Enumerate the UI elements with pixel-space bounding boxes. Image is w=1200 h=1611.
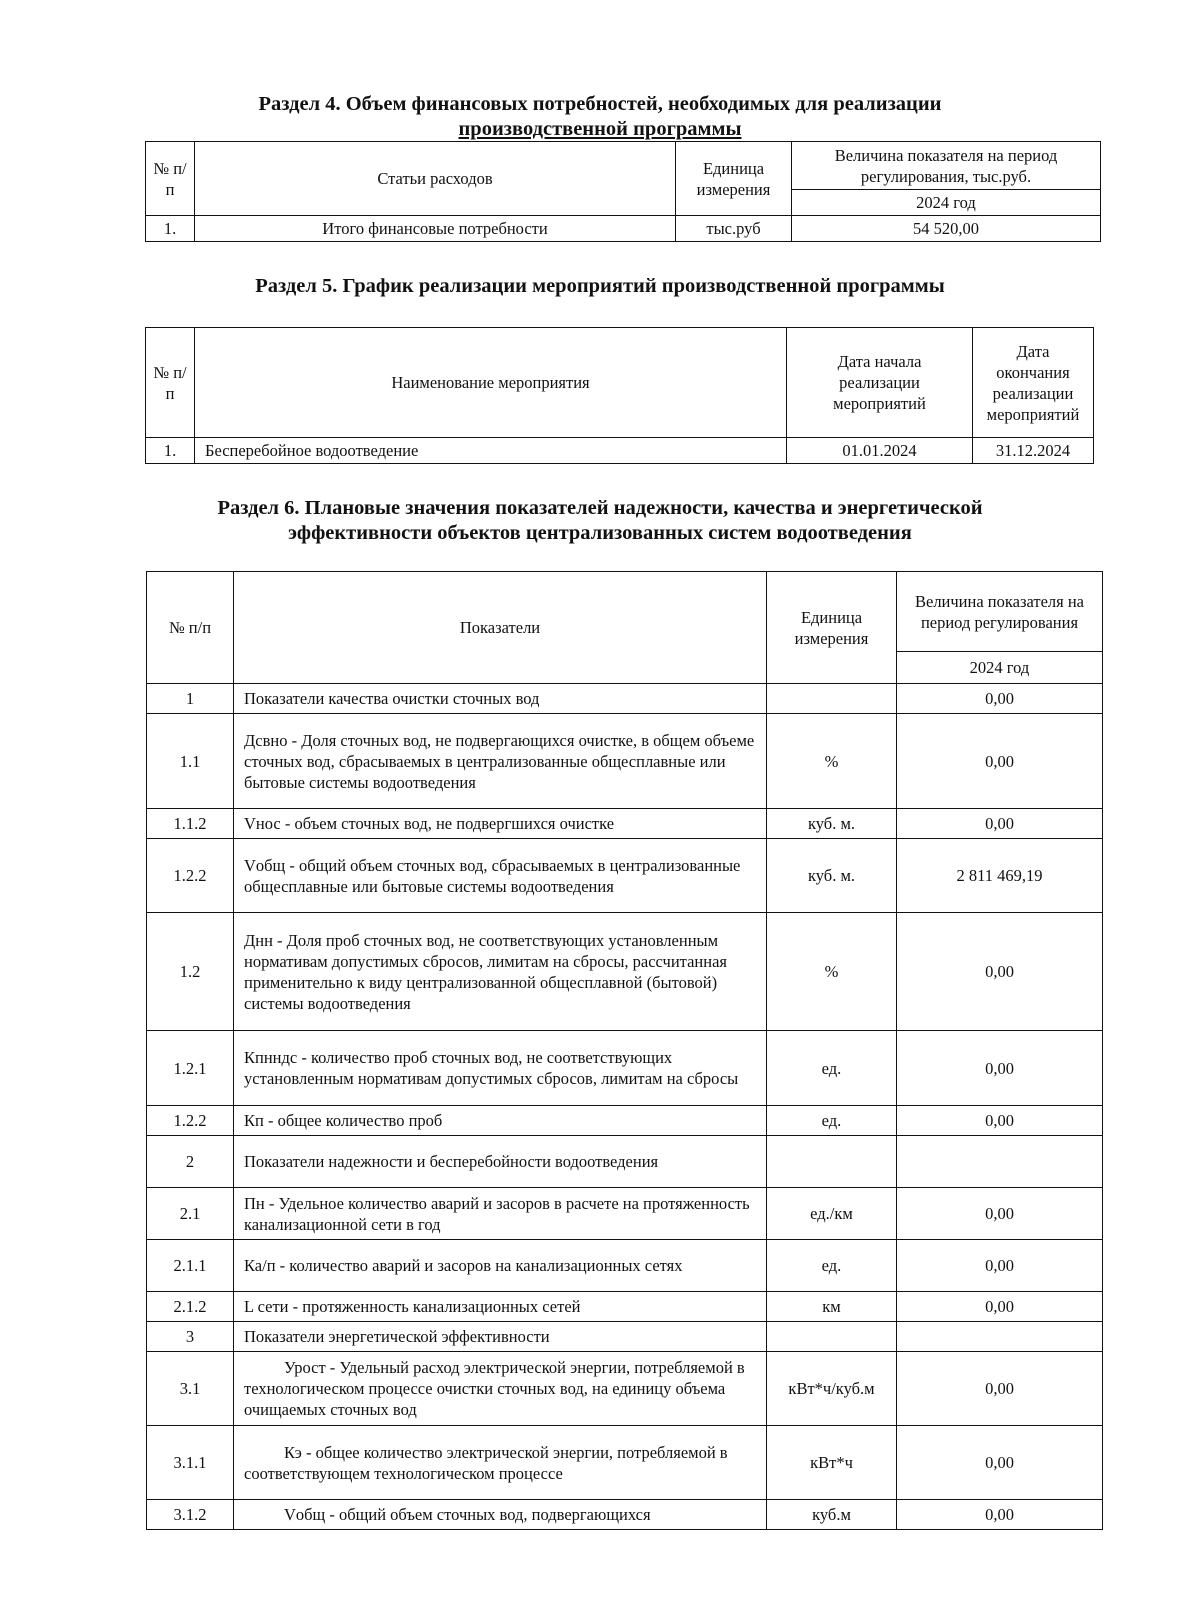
s6-row-name: Днн - Доля проб сточных вод, не соответствующих установленным нормативам допустимых сбросов, лимитам на сбросы, рассчитанная применительно к виду централизованной общесплавной (бытовой) системы водоотведения <box>234 913 767 1031</box>
s6-row-name: Пн - Удельное количество аварий и засоров в расчете на протяженность канализационной сети в год <box>234 1188 767 1240</box>
s6-row-unit: куб.м <box>767 1500 897 1530</box>
s5-row-name: Бесперебойное водоотведение <box>195 438 787 464</box>
s4-header-num: № п/п <box>146 142 195 216</box>
s6-row-value <box>897 1322 1103 1352</box>
s6-row-value: 0,00 <box>897 1292 1103 1322</box>
s6-row-num: 3 <box>147 1322 234 1352</box>
s6-row-value: 0,00 <box>897 913 1103 1031</box>
table-row <box>146 216 1101 242</box>
table-row <box>147 684 1103 714</box>
section6-title <box>100 496 1100 546</box>
s6-row-value: 0,00 <box>897 1426 1103 1500</box>
s6-row-name: Показатели надежности и бесперебойности водоотведения <box>234 1136 767 1188</box>
table-row <box>147 1292 1103 1322</box>
s4-header-unit: Единица измерения <box>676 142 792 216</box>
s6-row-num: 1.1.2 <box>147 809 234 839</box>
s6-header-num: № п/п <box>147 572 234 684</box>
s4-row-num: 1. <box>146 216 195 242</box>
s6-row-value: 0,00 <box>897 1031 1103 1106</box>
s6-row-num: 1.2.1 <box>147 1031 234 1106</box>
s6-row-value: 0,00 <box>897 714 1103 809</box>
s6-row-num: 1.2.2 <box>147 839 234 913</box>
s6-row-unit: ед./км <box>767 1188 897 1240</box>
s6-row-value: 0,00 <box>897 684 1103 714</box>
s5-header-num: № п/п <box>146 328 195 438</box>
s6-row-num: 2.1.2 <box>147 1292 234 1322</box>
s6-header-name: Показатели <box>234 572 767 684</box>
s6-row-unit: кВт*ч/куб.м <box>767 1352 897 1426</box>
table-row <box>147 714 1103 809</box>
s6-row-value <box>897 1136 1103 1188</box>
s6-row-name: Vобщ - общий объем сточных вод, сбрасываемых в централизованные общесплавные или бытовые системы водоотведения <box>234 839 767 913</box>
s6-row-num: 3.1.2 <box>147 1500 234 1530</box>
s6-row-num: 2 <box>147 1136 234 1188</box>
table-row <box>147 1188 1103 1240</box>
section4-title-line2: производственной программы <box>458 118 742 140</box>
s5-header-name: Наименование мероприятия <box>195 328 787 438</box>
s6-row-value: 0,00 <box>897 1188 1103 1240</box>
s4-header-item: Статьи расходов <box>195 142 676 216</box>
table-row <box>147 1106 1103 1136</box>
s6-row-num: 1.2 <box>147 913 234 1031</box>
section4-title-line1: Раздел 4. Объем финансовых потребностей, необходимых для реализации <box>258 93 942 115</box>
s4-row-value: 54 520,00 <box>792 216 1101 242</box>
s5-row-end: 31.12.2024 <box>973 438 1094 464</box>
table-row <box>147 1240 1103 1292</box>
s4-header-value: Величина показателя на период регулирования, тыс.руб. <box>792 142 1101 190</box>
s6-header-value: Величина показателя на период регулирования <box>897 572 1103 652</box>
s6-row-value: 0,00 <box>897 1240 1103 1292</box>
section4-table <box>145 141 1101 242</box>
section6-table <box>146 571 1103 1530</box>
s6-row-name: Кпнндс - количество проб сточных вод, не соответствующих установленным нормативам допустимых сбросов, лимитам на сбросы <box>234 1031 767 1106</box>
table-row <box>147 839 1103 913</box>
s6-row-name: L сети - протяженность канализационных сетей <box>234 1292 767 1322</box>
s6-row-num: 2.1 <box>147 1188 234 1240</box>
table-row <box>147 1031 1103 1106</box>
s6-row-unit <box>767 1136 897 1188</box>
table-row <box>147 913 1103 1031</box>
section5-title: Раздел 5. График реализации мероприятий производственной программы <box>255 275 945 297</box>
s6-row-unit: ед. <box>767 1031 897 1106</box>
s6-row-num: 2.1.1 <box>147 1240 234 1292</box>
s6-row-unit <box>767 1322 897 1352</box>
s6-row-value: 0,00 <box>897 1352 1103 1426</box>
section4-title <box>150 92 1050 142</box>
s6-row-num: 1.1 <box>147 714 234 809</box>
s6-row-unit: куб. м. <box>767 839 897 913</box>
table-row <box>147 1322 1103 1352</box>
s6-row-name: Показатели качества очистки сточных вод <box>234 684 767 714</box>
s6-row-value: 0,00 <box>897 809 1103 839</box>
s6-row-num: 1 <box>147 684 234 714</box>
table-row <box>147 1500 1103 1530</box>
table-row <box>147 1426 1103 1500</box>
s6-row-name: Кп - общее количество проб <box>234 1106 767 1136</box>
s6-row-unit: ед. <box>767 1240 897 1292</box>
s6-row-num: 1.2.2 <box>147 1106 234 1136</box>
s6-row-name: Урост - Удельный расход электрической энергии, потребляемой в технологическом процессе очистки сточных вод, на единицу объема очищаемых сточных вод <box>234 1352 767 1426</box>
s5-row-start: 01.01.2024 <box>787 438 973 464</box>
table-row <box>147 1352 1103 1426</box>
s6-row-unit: ед. <box>767 1106 897 1136</box>
s6-row-name: Показатели энергетической эффективности <box>234 1322 767 1352</box>
s6-row-name: Vнос - объем сточных вод, не подвергшихся очистке <box>234 809 767 839</box>
s5-row-num: 1. <box>146 438 195 464</box>
s6-row-unit <box>767 684 897 714</box>
s6-row-name: Ка/п - количество аварий и засоров на канализационных сетях <box>234 1240 767 1292</box>
s6-row-name: Дсвно - Доля сточных вод, не подвергающихся очистке, в общем объеме сточных вод, сбрасываемых в централизованные общесплавные или бытовые системы водоотведения <box>234 714 767 809</box>
section6-title-line1: Раздел 6. Плановые значения показателей надежности, качества и энергетической <box>217 497 983 519</box>
s6-row-unit: кВт*ч <box>767 1426 897 1500</box>
s6-row-num: 3.1 <box>147 1352 234 1426</box>
table-row <box>146 438 1094 464</box>
s6-header-unit: Единица измерения <box>767 572 897 684</box>
s6-row-value: 0,00 <box>897 1500 1103 1530</box>
table-row <box>147 1136 1103 1188</box>
s4-row-name: Итого финансовые потребности <box>195 216 676 242</box>
section5-table <box>145 327 1094 464</box>
s6-row-unit: % <box>767 714 897 809</box>
section6-title-line2: эффективности объектов централизованных систем водоотведения <box>288 522 912 544</box>
s6-row-unit: куб. м. <box>767 809 897 839</box>
s6-row-unit: % <box>767 913 897 1031</box>
s4-header-year: 2024 год <box>792 190 1101 216</box>
s6-row-value: 2 811 469,19 <box>897 839 1103 913</box>
s6-row-num: 3.1.1 <box>147 1426 234 1500</box>
s6-row-unit: км <box>767 1292 897 1322</box>
table-row <box>147 809 1103 839</box>
s5-header-start: Дата начала реализации мероприятий <box>787 328 973 438</box>
s6-row-value: 0,00 <box>897 1106 1103 1136</box>
s6-row-name: Кэ - общее количество электрической энергии, потребляемой в соответствующем технологическом процессе <box>234 1426 767 1500</box>
s6-row-name: Vобщ - общий объем сточных вод, подвергающихся <box>234 1500 767 1530</box>
s4-row-unit: тыс.руб <box>676 216 792 242</box>
s6-header-year: 2024 год <box>897 652 1103 684</box>
s5-header-end: Дата окончания реализации мероприятий <box>973 328 1094 438</box>
